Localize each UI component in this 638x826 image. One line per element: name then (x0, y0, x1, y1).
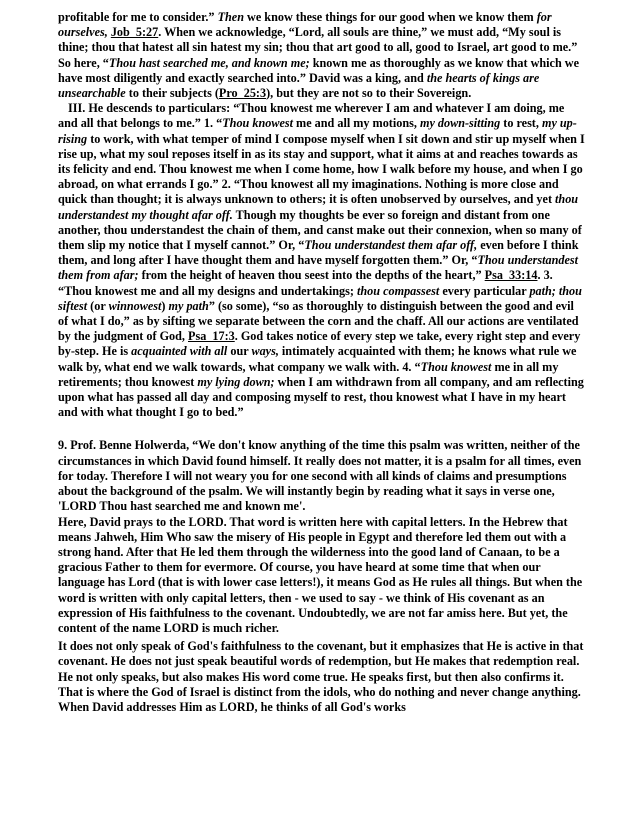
italic-text: Thou hast searched me, and known me; (108, 55, 310, 70)
text-run: Though my thoughts be ever so foreign and distant from one another, thou understandest the chain of them, and canst make out their connexion, when so many of them slip my notice that I myself cannot.” Or, “ (58, 207, 582, 253)
italic-text: my down-sitting (419, 116, 501, 131)
text-run: me in all my retirements; thou knowest (58, 359, 559, 389)
text-run: me and all my motions, (293, 116, 420, 131)
paragraph-spacer (58, 420, 586, 438)
text-run: (or (87, 298, 109, 313)
italic-text: Thou understandest them from afar; (58, 253, 579, 283)
text-run: to their subjects ( (125, 86, 219, 101)
holwerda-paragraph-covenant: It does not only speak of God's faithfulness to the covenant, but it emphasizes that He is active in that covenant. He does not just speak beautiful words of redemption, but He makes that redemption real. He not only speaks, but also makes His word come true. He speaks first, but then also confirms it. That is where the God of Israel is distinct from the idols, who do nothing and never change anything. When David addresses Him as LORD, he thinks of all God's works (58, 639, 584, 714)
text-run: ), but they are not so to their Sovereign. (266, 86, 472, 101)
italic-text: Thou knowest (222, 116, 293, 131)
italic-text: ways, (251, 344, 279, 359)
text-run: from the height of heaven thou seest into the depths of the heart,” (138, 268, 485, 283)
text-run: to work, with what temper of mind I compose myself when I sit down and stir up myself when I rise up, what my soul reposes itself in as its stay and support, what it aims at and reaches towards as its felicity and end. Thou knowest me when I come home, how I walk before my house, and when I go abroad, on what errands I go.” 2. “Thou knowest all my imaginations. Nothing is more close and quick than thought; it is always unknown to others; it is often unobserved by ourselves, and yet (58, 131, 585, 207)
holwerda-paragraph-intro: 9. Prof. Benne Holwerda, “We don't know anything of the time this psalm was written, neither of the circumstances in which David found himself. It really does not matter, it is a psalm for all times, even for today. Therefore I will not weary you for one second with all kinds of claims and presumptions about the background of the psalm. We will instantly begin by reading what it says in verse one, 'LORD Thou hast searched me and known me'. (58, 438, 582, 514)
italic-text: Then (217, 10, 244, 24)
text-run: ” (so some), “so as thoroughly to distinguish between the good and evil of what I do,” as by sifting we separate between the corn and the chaff. All our actions are ventilated by the judgment of God, (58, 298, 579, 344)
italic-text: the hearts of kings are unsearchable (58, 70, 540, 101)
text-run: our (227, 344, 252, 359)
holwerda-paragraph-lord: Here, David prays to the LORD. That word is written here with capital letters. In the Hebrew that means Jahweh, Him Who saw the misery of His people in Egypt and therefore led them out with a strong hand. After that He led them through the wilderness into the good land of Canaan, to be a gracious Father to them for evermore. Of course, you have heard at some time that when our language has Lord (that is with lower case letters!), it means God as He rules all things. But when the word is written with only capital letters, then - we used to say - we think of His covenant as an expression of His faithfulness to the covenant. Undoubtedly, we are not far amiss here. But yet, the content of the name LORD is much richer. (58, 514, 583, 635)
italic-text: Thou knowest (420, 359, 492, 374)
text-run: even before I think them, and long after I have thought them and have myself forgotten them.” Or, “ (58, 238, 579, 268)
text-run: . When we acknowledge, “Lord, all souls are thine,” we must add, “My soul is thine; thou that hatest all sin hatest my sin; thou that art good to all, good to Israel, art good to me.” So here, “ (58, 25, 578, 70)
text-run: to rest, (500, 116, 542, 131)
text-run: profitable for me to consider.” (58, 10, 218, 24)
commentary-paragraph-iii (58, 101, 586, 420)
text-run: we know these things for our good when we know them (243, 10, 537, 24)
italic-text: path; thou siftest (58, 283, 582, 313)
italic-text: my lying down; (197, 374, 275, 389)
italic-text: for ourselves, (58, 10, 552, 40)
text-run: when I am withdrawn from all company, and am reflecting upon what has passed all day and composing myself to rest, thou knowest what I have in my heart and with what thought I go to bed.” (58, 374, 584, 420)
text-run: ) (161, 298, 169, 313)
scripture-link[interactable]: Pro_25:3 (218, 86, 267, 101)
text-run: . 3. “Thou knowest me and all my designs and undertakings; (58, 268, 553, 298)
text-run: III. He descends to particulars: “Thou knowest me wherever I am and whatever I am doing, me and all that belongs to me.” 1. “ (58, 101, 565, 131)
document-page (58, 10, 586, 715)
scripture-link[interactable]: Psa_17:3 (188, 329, 235, 344)
scripture-link[interactable]: Psa_33:14 (484, 268, 538, 283)
commentary-paragraph-continued (58, 10, 586, 101)
italic-text: winnowest (108, 298, 162, 313)
text-run: intimately acquainted with them; he knows what rule we walk by, what end we walk towards, what company we walk with. 4. “ (58, 344, 577, 374)
italic-text: Thou understandest them afar off, (304, 238, 478, 253)
italic-text: thou understandest my thought afar off. (58, 192, 579, 222)
scripture-link[interactable]: Job_5:27 (110, 25, 159, 40)
text-run: every particular (439, 283, 530, 298)
italic-text: my up-rising (58, 116, 577, 146)
italic-text: my path (168, 298, 209, 313)
text-run: . God takes notice of every step we take, every right step and every by-step. He is (58, 329, 581, 359)
italic-text: thou compassest (357, 283, 440, 298)
text-run: known me as thoroughly as we know that which we have most diligently and exactly searched into.” David was a king, and (58, 55, 579, 85)
italic-text: acquainted with all (131, 344, 228, 359)
